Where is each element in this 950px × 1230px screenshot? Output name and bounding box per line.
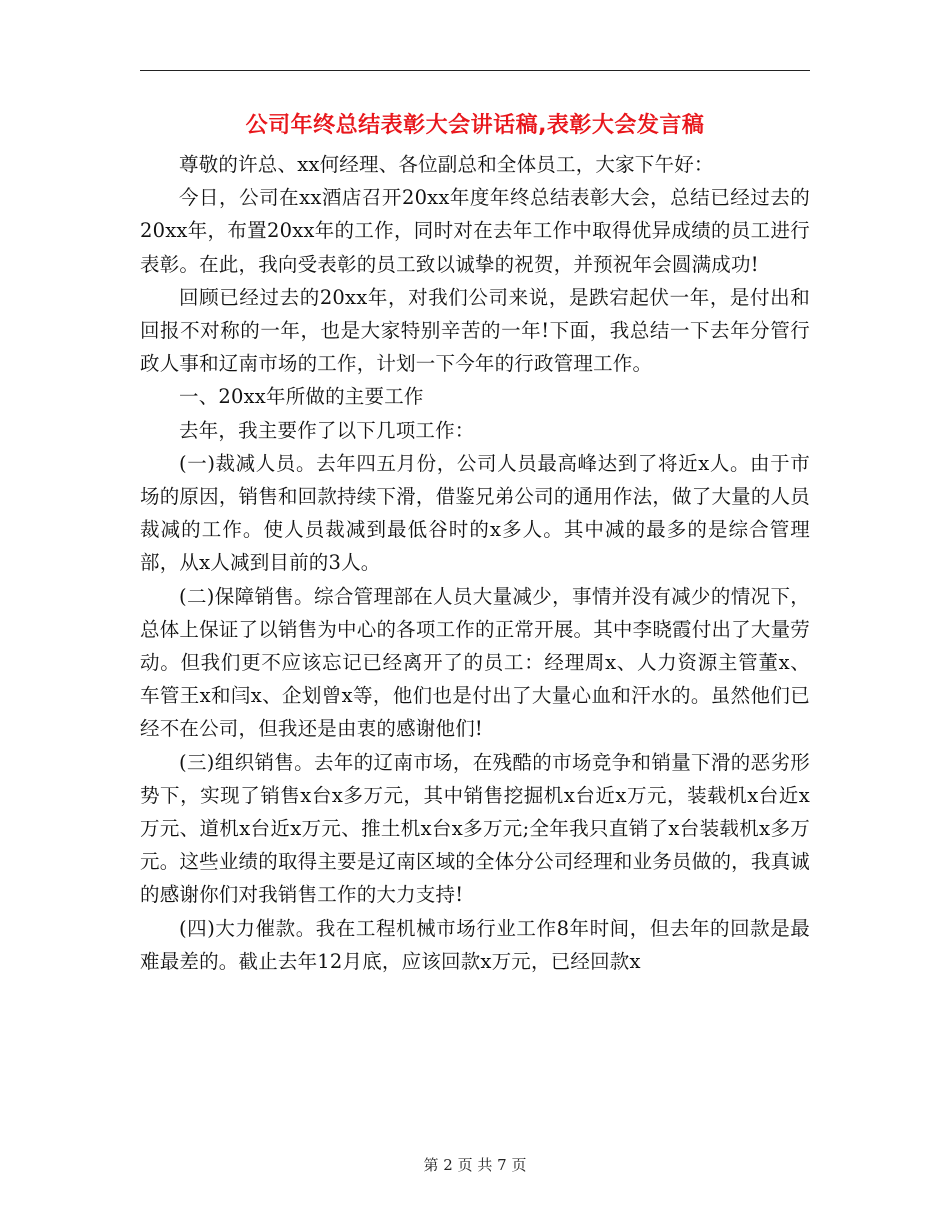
paragraph-review: 回顾已经过去的20xx年，对我们公司来说，是跌宕起伏一年，是付出和回报不对称的一年，也是大家特别辛苦的一年!下面，我总结一下去年分管行政人事和辽南市场的工作，计划一下今年的行政管理工作。 (140, 285, 810, 376)
document-title: 公司年终总结表彰大会讲话稿,表彰大会发言稿 (245, 113, 705, 138)
header-rule (140, 70, 810, 71)
paragraph-item-4: (四)大力催款。我在工程机械市场行业工作8年时间，但去年的回款是最难最差的。截止去年12月底，应该回款x万元，已经回款x (140, 916, 810, 973)
paragraph-greeting: 尊敬的许总、xx何经理、各位副总和全体员工，大家下午好： (179, 153, 714, 176)
document-body (140, 148, 810, 978)
paragraph-intro: 今日，公司在xx酒店召开20xx年度年终总结表彰大会，总结已经过去的20xx年，布置20xx年的工作，同时对在去年工作中取得优异成绩的员工进行表彰。在此，我向受表彰的员工致以诚挚的祝贺，并预祝年会圆满成功! (140, 186, 810, 276)
paragraph-item-3: (三)组织销售。去年的辽南市场，在残酷的市场竞争和销量下滑的恶劣形势下，实现了销售x台x多万元，其中销售挖掘机x台近x万元，装载机x台近x万元、道机x台近x万元、推土机x台x多万元;全年我只直销了x台装载机x多万元。这些业绩的取得主要是辽南区域的全体分公司经理和业务员做的，我真诚的感谢你们对我销售工作的大力支持! (140, 750, 810, 907)
section-heading: 一、20xx年所做的主要工作 (179, 385, 424, 409)
page-footer: 第 2 页 共 7 页 (423, 1156, 527, 1174)
paragraph-item-2: (二)保障销售。综合管理部在人员大量减少，事情并没有减少的情况下，总体上保证了以销售为中心的各项工作的正常开展。其中李晓霞付出了大量劳动。但我们更不应该忘记已经离开了的员工：经理周x、人力资源主管董x、车管王x和闫x、企划曾x等，他们也是付出了大量心血和汗水的。虽然他们已经不在公司，但我还是由衷的感谢他们! (140, 584, 810, 741)
paragraph-lead: 去年，我主要作了以下几项工作： (179, 418, 475, 442)
paragraph-item-1: (一)裁减人员。去年四五月份，公司人员最高峰达到了将近x人。由于市场的原因，销售和回款持续下滑，借鉴兄弟公司的通用作法，做了大量的人员裁减的工作。使人员裁减到最低谷时的x多人。其中减的最多的是综合管理部，从x人减到目前的3人。 (140, 451, 810, 575)
